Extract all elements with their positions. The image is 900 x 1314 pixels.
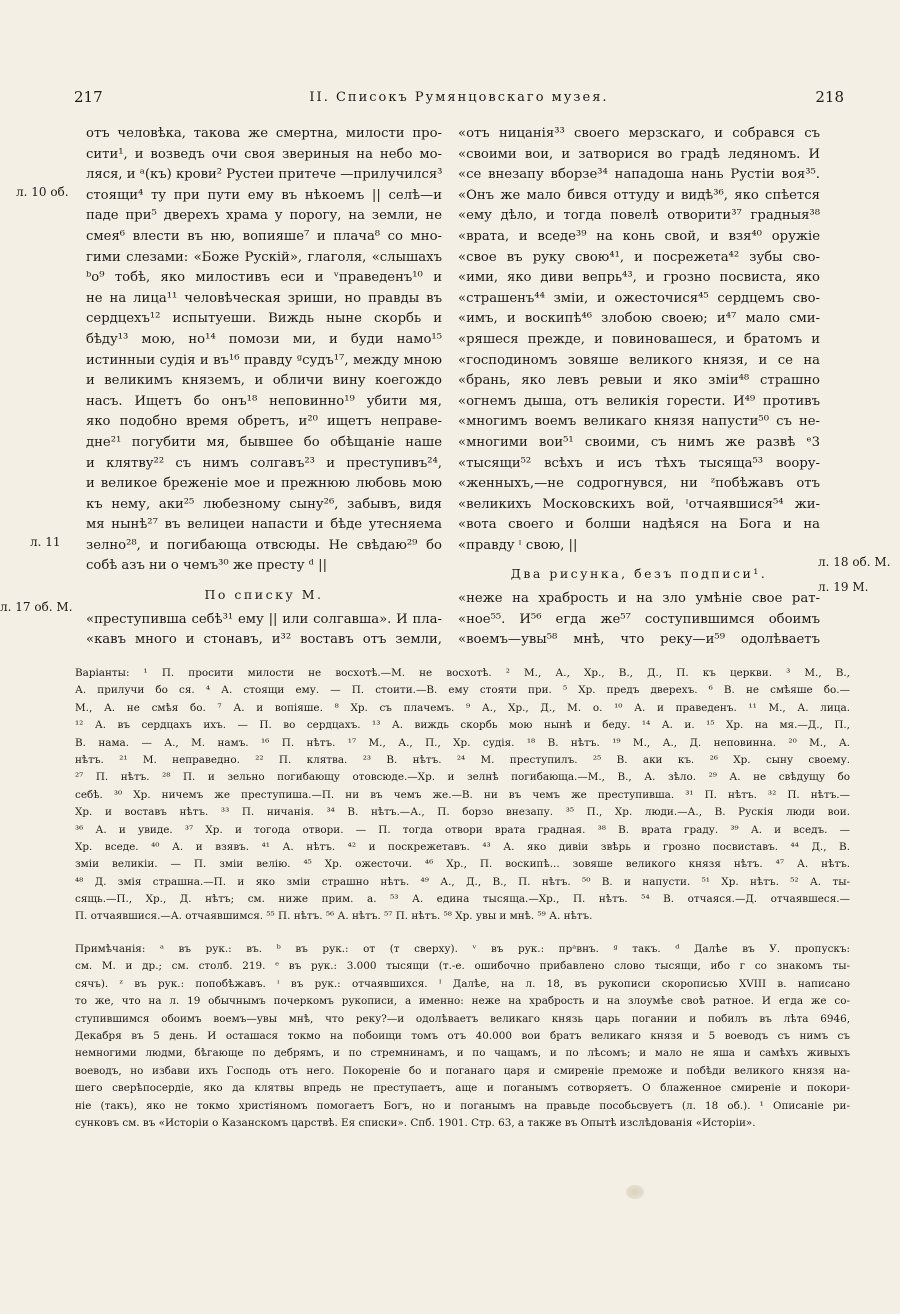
- text-line: и великимъ княземъ, и обличи вину коегождо: [86, 373, 442, 389]
- remark-line: ніе (такъ), яко не токмо христіяномъ помогаетъ Богъ, но и поганымъ на правьде пособьсвуетъ (л. 18 об.). ¹ Описаніе ри-: [75, 1099, 850, 1112]
- margin-note-l10: л. 10 об.: [16, 185, 69, 199]
- text-line: гими слезами: «Боже Рускій», глаголя, «слышахъ: [86, 249, 442, 265]
- text-line: не на лица¹¹ человѣческая зриши, но правды въ: [86, 290, 442, 306]
- variant-line: сящь.—П., Хр., Д. нѣтъ; см. ниже прим. а. ⁵³ А. едина тысяща.—Хр., П. нѣтъ. ⁵⁴ В. отчаяся.—Д. отчаявшеся.—: [75, 893, 850, 906]
- text-line: «преступивша себѣ³¹ ему || или солгавша». И пла-: [86, 611, 442, 627]
- variant-line: В. нама. — А., М. намъ. ¹⁶ П. нѣтъ. ¹⁷ М., А., П., Хр. судія. ¹⁸ В. нѣтъ. ¹⁹ М., А., Д. неповинна. ²⁰ М., А.: [75, 736, 850, 749]
- text-line: «многимъ воемъ великаго князя напусти⁵⁰ съ не-: [458, 414, 820, 430]
- text-line: «многими вои⁵¹ своими, съ нимъ же развѣ ᵉ3: [458, 434, 820, 450]
- page-header: [74, 88, 844, 112]
- text-line: «кавъ много и стонавъ, и³² воставъ отъ земли,: [86, 632, 442, 648]
- text-line: «Онъ же мало бився оттуду и видѣ³⁶, яко спѣется: [458, 187, 820, 203]
- text-line: «се внезапу вборзе³⁴ нападоша нань Рустіи воя³⁵.: [458, 167, 820, 183]
- remark-line: шего сверѣпосердіе, яко да клятвы впредь не преступаетъ, аще и поганымъ сотворяетъ. О блаженное смиреніе и покори-: [75, 1082, 850, 1095]
- variant-line: П. отчаявшися.—А. отчаявшимся. ⁵⁵ П. нѣтъ. ⁵⁶ А. нѣтъ. ⁵⁷ П. нѣтъ. ⁵⁸ Хр. увы и мнѣ. ⁵⁹ А. нѣтъ.: [75, 910, 593, 923]
- variant-line: себѣ. ³⁰ Хр. ничемъ же преступиша.—П. ни въ чемъ же.—В. ни въ чемъ же преступивша. ³¹ П. нѣтъ. ³² П. нѣтъ.—: [75, 788, 850, 801]
- text-line: смея⁶ влести въ ню, вопияше⁷ и плача⁸ со мно-: [86, 228, 442, 244]
- text-line: яко подобно время обретъ, и²⁰ ищетъ неправе-: [86, 414, 442, 430]
- text-line: «тысящи⁵² всѣхъ и исъ тѣхъ тысяща⁵³ воору-: [458, 455, 820, 471]
- text-line: отъ человѣка, такова же смертна, милости про-: [86, 126, 442, 141]
- text-line: бѣду¹³ мою, но¹⁴ помози ми, и буди намо¹⁵: [86, 331, 442, 347]
- remark-line: воеводъ, но избави ихъ Господь отъ него. Покореніе бо и поганаго царя и смиреніе преможе и побѣди великого князя на-: [75, 1064, 850, 1077]
- text-line: сердцехъ¹² испытуеши. Виждь ныне скорбь и: [86, 311, 442, 327]
- text-line: «ряшеся прежде, и повиновашеся, и братомъ и: [458, 331, 820, 347]
- variant-line: Хр. и воставъ нѣтъ. ³³ П. ничанія. ³⁴ В. нѣтъ.—А., П. борзо внезапу. ³⁵ П., Хр. люди.—А., В. Рускія люди вои.: [75, 806, 850, 819]
- variant-line: зміи великіи. — П. зміи велію. ⁴⁵ Хр. ожесточи. ⁴⁶ Хр., П. воскипѣ... зовяше великого князя нѣтъ. ⁴⁷ А. нѣтъ.: [75, 858, 850, 871]
- variant-line: А. прилучи бо ся. ⁴ А. стоящи ему. — П. стоити.—В. ему стояти при. ⁵ Хр. предъ дверехъ. ⁶ В. не смѣяше бо.—: [75, 684, 850, 697]
- text-line: «правду ᶦ свою, ||: [458, 537, 578, 553]
- text-line: насъ. Ищетъ бо онъ¹⁸ неповинно¹⁹ убити мя,: [86, 393, 442, 409]
- text-line: «женныхъ,—не содрогнувся, ни ᶻпобѣжавъ отъ: [458, 476, 820, 492]
- variants-apparatus: [75, 665, 850, 926]
- variant-line: ³⁶ А. и увиде. ³⁷ Хр. и тогода отвори. — П. тогда отвори врата градная. ³⁸ В. врата граду. ³⁹ А. и вседъ. —: [75, 823, 850, 836]
- text-line: истинныи судія и въ¹⁶ правду ᵍсудъ¹⁷, между мною: [86, 352, 442, 368]
- text-line: ᵇо⁹ тобѣ, яко милостивъ еси и ᵛправеденъ¹⁰ и: [86, 270, 442, 286]
- left-column: [86, 124, 442, 651]
- text-line: дне²¹ погубити мя, бывшее бо обѣщаніе наше: [86, 434, 442, 450]
- section-heading: По списку М.: [204, 587, 324, 603]
- running-title: II. Списокъ Румянцовскаго музея.: [309, 90, 609, 105]
- text-line: «великихъ Московскихъ вой, ᶦотчаявшися⁵⁴ жи-: [458, 496, 820, 512]
- text-line: «отъ ницанія³³ своего мерзскаго, и собрався съ: [458, 126, 820, 141]
- text-line: и клятву²² съ нимъ солгавъ²³ и преступивъ²⁴,: [86, 455, 442, 471]
- margin-note-l11: л. 11: [30, 535, 61, 549]
- text-line: къ нему, аки²⁵ любезному сыну²⁶, забывъ, видя: [86, 496, 442, 512]
- variant-line: ¹² А. въ сердцахъ ихъ. — П. во сердцахъ. ¹³ А. виждь скорбь мою нынѣ и беду. ¹⁴ А. и. ¹⁵ Хр. на мя.—Д., П.,: [75, 719, 850, 732]
- text-line: «огнемъ дыша, отъ великія горести. И⁴⁹ противъ: [458, 393, 820, 409]
- text-line: «ему дѣло, и тогда повелѣ отворити³⁷ градныя³⁸: [458, 208, 820, 224]
- text-line: стоящи⁴ ту при пути ему въ нѣкоемъ || селѣ—и: [86, 187, 442, 203]
- text-line: паде при⁵ дверехъ храма у порогу, на земли, не: [86, 208, 442, 224]
- remark-line: ступившимся обоимъ воемъ—увы мнѣ, что реку?—и одолѣваетъ великаго князь царь погании и побилъ въ лѣта 6946,: [75, 1012, 850, 1025]
- remark-line: немногими людми, бѣгающе по дебрямъ, и по стремнинамъ, и по чащамъ, и по лѣсомъ; и мало не яша и самѣхъ живыхъ: [75, 1047, 850, 1060]
- text-line: «воемъ—увы⁵⁸ мнѣ, что реку—и⁵⁹ одолѣваетъ: [458, 632, 820, 648]
- remark-line: Декабря въ 5 день. И осташася токмо на побоищи томъ отъ 40.000 вои братъ великаго князя и 5 воеводъ съ нимъ съ: [75, 1029, 850, 1042]
- text-line: «ное⁵⁵. И⁵⁶ егда же⁵⁷ соступившимся обоимъ: [458, 611, 820, 627]
- paper-spot: [626, 1185, 644, 1199]
- text-line: мя нынѣ²⁷ въ велицеи напасти и бѣде утесняема: [86, 517, 442, 533]
- text-line: «господиномъ зовяше великого князя, и се на: [458, 352, 820, 368]
- remark-line: сунковъ см. въ «Исторіи о Казанскомъ царствѣ. Ея списки». Спб. 1901. Стр. 63, а также въ Опытѣ изслѣдованія «Исторіи».: [75, 1116, 756, 1129]
- remark-line: см. М. и др.; см. столб. 219. ᵉ въ рук.: 3.000 тысящи (т.-е. ошибочно прибавлено слово тысящи, ибо г со знакомъ ты-: [75, 960, 850, 973]
- variant-line: ⁴⁸ Д. змія страшна.—П. и яко зміи страшно нѣтъ. ⁴⁹ А., Д., В., П. нѣтъ. ⁵⁰ В. и напусти. ⁵¹ Хр. нѣтъ. ⁵² А. ты-: [75, 875, 850, 888]
- text-line: «врата, и вседе³⁹ на конь свой, и взя⁴⁰ оружіе: [458, 228, 820, 244]
- text-line: «страшенъ⁴⁴ зміи, и ожесточися⁴⁵ сердцемъ сво-: [458, 290, 820, 306]
- variant-line: ²⁷ П. нѣтъ. ²⁸ П. и зельно погибающу отовсюде.—Хр. и зелнѣ погибающа.—М., В., А. зѣло. ²⁹ А. не свѣдущу бо: [75, 771, 850, 784]
- remark-line: сячъ). ᶻ въ рук.: попобѣжавъ. ᶦ въ рук.: отчаявшихся. ᴵ Далѣе, на л. 18, въ рукописи скорописью XVIII в. написано: [75, 977, 850, 990]
- page-number-left: 217: [74, 88, 103, 106]
- variant-line: Варіанты: ¹ П. просити милости не восхотѣ.—М. не восхотѣ. ² М., А., Хр., В., Д., П. къ церкви. ³ М., В.,: [75, 667, 850, 679]
- text-line: «брань, яко левъ ревыи и яко зміи⁴⁸ страшно: [458, 373, 820, 389]
- margin-note-l19: л. 19 М.: [818, 580, 869, 594]
- text-line: «неже на храбрость и на зло умѣніе свое рат-: [458, 591, 820, 607]
- text-line: сити¹, и возведъ очи своя звериныя на небо мо-: [86, 146, 442, 162]
- text-line: «своими вои, и затворися во градѣ ледяномъ. И: [458, 146, 820, 162]
- section-heading: Два рисунка, безъ подписи¹.: [510, 566, 768, 582]
- variant-line: Хр. вседе. ⁴⁰ А. и взявъ. ⁴¹ А. нѣтъ. ⁴² и поскрежетавъ. ⁴³ А. яко дивіи звѣрь и грозно посвиставъ. ⁴⁴ Д., В.: [75, 840, 850, 853]
- text-line: ляся, и ᵃ(къ) крови² Рустеи притече —прилучился³: [86, 167, 442, 183]
- right-column: [458, 124, 820, 651]
- text-line: «ими, яко диви вепрь⁴³, и грозно посвиста, яко: [458, 270, 820, 286]
- remarks-footnotes: [75, 941, 850, 1132]
- remark-line: то же, что на л. 19 обычнымъ почеркомъ рукописи, а именно: неже на храбрость и на злоумѣе своѣ ратное. И егда же со-: [75, 995, 850, 1008]
- margin-note-l17: л. 17 об. М.: [0, 600, 73, 614]
- variant-line: нѣтъ. ²¹ М. неправедно. ²² П. клятва. ²³ В. нѣтъ. ²⁴ М. преступилъ. ²⁵ В. аки къ. ²⁶ Хр. сыну своему.: [75, 753, 850, 766]
- text-line: собѣ азъ ни о чемъ³⁰ же престу ᵈ ||: [86, 558, 328, 574]
- text-line: и великое бреженіе мое и прежнюю любовь мою: [86, 476, 442, 492]
- text-line: зелно²⁸, и погибающа отвсюды. Не свѣдаю²⁹ бо: [86, 537, 442, 553]
- remark-line: Примѣчанія: ᵃ въ рук.: въ. ᵇ въ рук.: от (т сверху). ᵛ въ рук.: прᵃвнъ. ᵍ такъ. ᵈ Далѣе въ У. пропускъ:: [75, 943, 850, 955]
- text-line: «имъ, и воскипѣ⁴⁶ злобою своею; и⁴⁷ мало сми-: [458, 311, 820, 327]
- margin-note-l18: л. 18 об. М.: [818, 555, 891, 569]
- text-line: «вота своего и болши надѣяся на Бога и на: [458, 517, 820, 533]
- page-number-right: 218: [815, 88, 844, 106]
- text-line: «свое въ руку свою⁴¹, и посрежета⁴² зубы сво-: [458, 249, 820, 265]
- variant-line: М., А. не смѣя бо. ⁷ А. и вопіяше. ⁸ Хр. съ плачемъ. ⁹ А., Хр., Д., М. о. ¹⁰ А. и праведенъ. ¹¹ М., А. лица.: [75, 701, 850, 714]
